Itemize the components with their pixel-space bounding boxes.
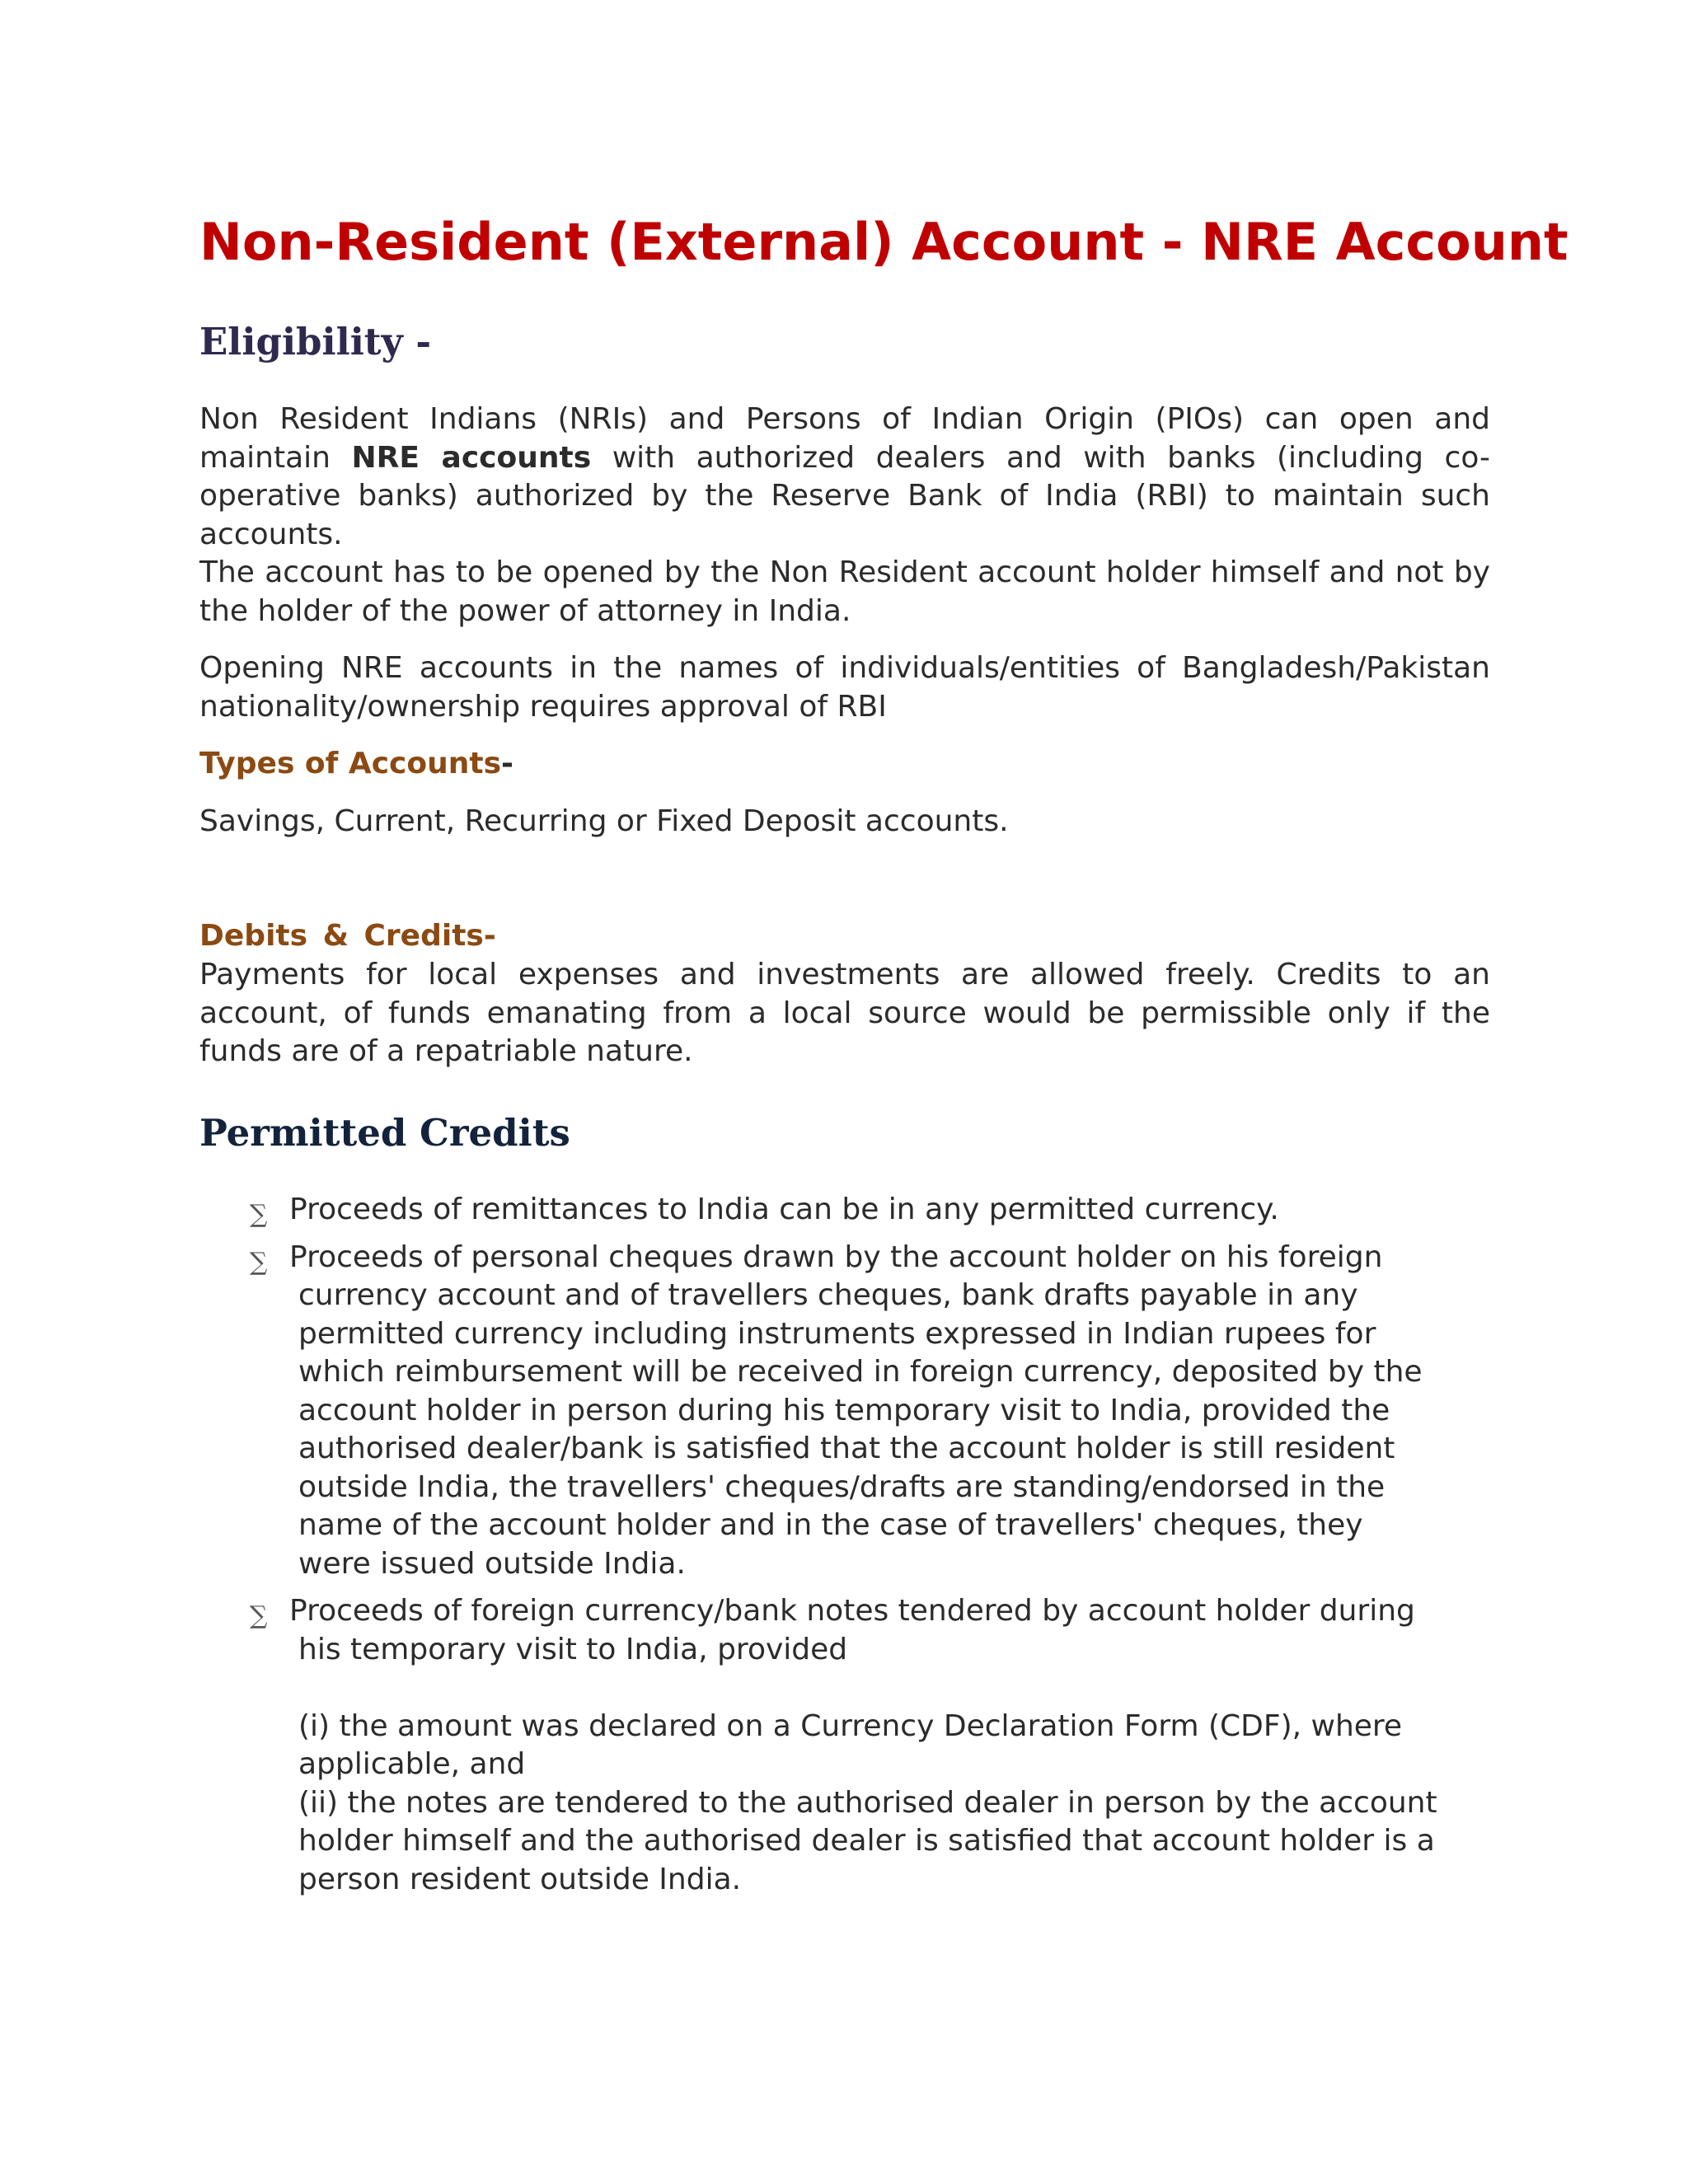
list-item	[250, 1592, 1442, 1899]
eligibility-paragraph	[199, 401, 1490, 630]
debits-credits-heading: Debits & Credits-	[199, 919, 496, 953]
types-of-accounts-heading	[199, 745, 513, 783]
permitted-credit-3-intro: Proceeds of foreign currency/bank notes tendered by account holder during his temporary visit to India, provided	[289, 1594, 1415, 1666]
permitted-credit-3-condition-i: (i) the amount was declared on a Currency Declaration Form (CDF), where applicable, and	[298, 1708, 1403, 1781]
permitted-credit-3-condition-ii: (ii) the notes are tendered to the authorised dealer in person by the account holder himself and the authorised dealer is satisfied that account holder is a person resident outside India.	[298, 1785, 1437, 1896]
page-title: Non-Resident (External) Account - NRE Account	[199, 212, 1568, 272]
sigma-bullet-icon: ∑	[250, 1601, 268, 1630]
sigma-bullet-icon: ∑	[250, 1247, 268, 1277]
permitted-credit-1: Proceeds of remittances to India can be in any permitted currency.	[289, 1193, 1279, 1226]
permitted-credit-2: Proceeds of personal cheques drawn by the account holder on his foreign currency account and of travellers cheques, bank drafts payable in any permitted currency including instruments expressed in Indian rupees for which reimbursement will be received in foreign currency, deposited by the account holder in person during his temporary visit to India, provided the authorised dealer/bank is satisfied that the account holder is still resident outside India, the travellers' cheques/drafts are standing/endorsed in the name of the account holder and in the case of travellers' cheques, they were issued outside India.	[289, 1240, 1423, 1581]
list-item	[250, 1191, 1442, 1230]
types-heading-text: Types of Accounts	[199, 747, 501, 780]
power-of-attorney-text: The account has to be opened by the Non Resident account holder himself and not by the holder of the power of attorney in India.	[199, 555, 1490, 628]
permitted-credits-list	[250, 1191, 1442, 1908]
eligibility-text-1: Non Resident Indians (NRIs) and Persons of Indian Origin (PIOs) can open and maintain	[199, 402, 1490, 475]
permitted-credits-heading: Permitted Credits	[199, 1111, 570, 1155]
types-of-accounts-text: Savings, Current, Recurring or Fixed Deposit accounts.	[199, 804, 1009, 838]
list-item	[250, 1239, 1442, 1584]
eligibility-text-2: with authorized dealers and with banks (including co-operative banks) authorized by the Reserve Bank of India (RBI) to maintain such accounts.	[199, 440, 1491, 551]
bangladesh-pakistan-paragraph: Opening NRE accounts in the names of individuals/entities of Bangladesh/Pakistan nationality/ownership requires approval of RBI	[199, 651, 1490, 724]
types-heading-dash: -	[501, 747, 513, 780]
eligibility-heading: Eligibility -	[199, 320, 432, 363]
sigma-bullet-icon: ∑	[250, 1200, 268, 1229]
nre-accounts-bold: NRE accounts	[351, 440, 592, 475]
debits-credits-text: Payments for local expenses and investments are allowed freely. Credits to an account, of funds emanating from a local source would be permissible only if the funds are of a repatriable nature.	[199, 958, 1490, 1068]
